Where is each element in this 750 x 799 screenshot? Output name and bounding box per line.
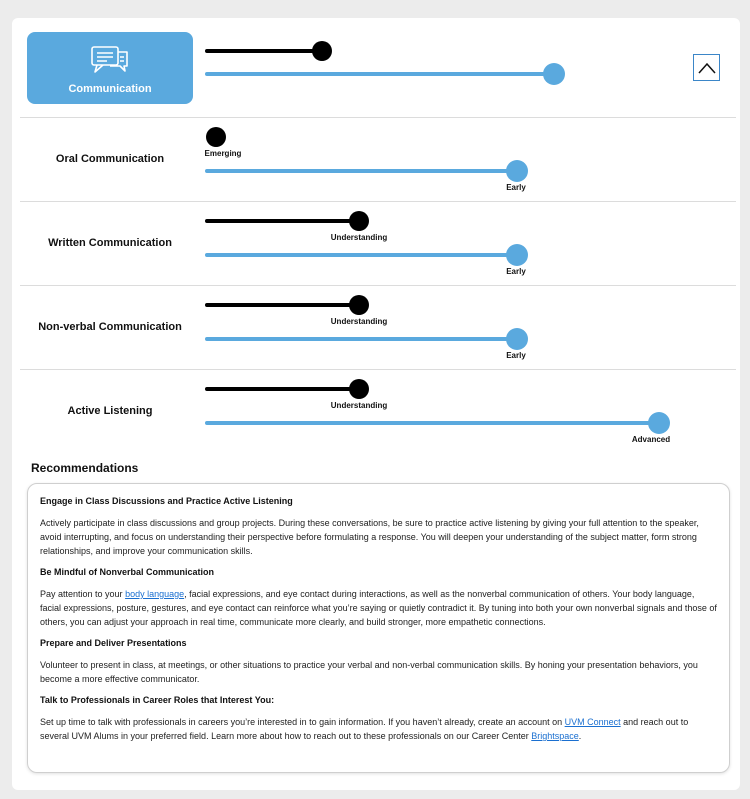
overall-target-track xyxy=(205,72,555,76)
recommendation-heading: Prepare and Deliver Presentations xyxy=(40,638,187,648)
brightspace-link[interactable]: Brightspace xyxy=(531,731,579,741)
written-target-knob[interactable] xyxy=(506,244,528,266)
written-target-label: Early xyxy=(506,267,526,276)
skill-name-active-listening: Active Listening xyxy=(67,405,153,417)
written-target-track xyxy=(205,253,519,257)
oral-self-label: Emerging xyxy=(204,149,242,158)
oral-target-label: Early xyxy=(506,183,526,192)
text-segment: . xyxy=(578,731,582,741)
uvm-connect-link[interactable]: UVM Connect xyxy=(564,717,621,727)
chat-bubbles-icon xyxy=(89,44,131,76)
row-divider xyxy=(20,117,736,118)
overall-self-knob[interactable] xyxy=(312,41,332,61)
written-self-track xyxy=(205,219,355,223)
listening-target-label: Advanced xyxy=(631,435,671,444)
skill-name-written: Written Communication xyxy=(48,237,172,249)
listening-self-label: Understanding xyxy=(330,401,388,410)
recommendation-text xyxy=(40,587,717,629)
recommendations-box xyxy=(27,483,730,773)
collapse-button[interactable] xyxy=(693,54,720,81)
recommendations-title: Recommendations xyxy=(31,461,139,475)
oral-target-track xyxy=(205,169,519,173)
body-language-link[interactable]: body language xyxy=(125,589,185,599)
overall-target-knob[interactable] xyxy=(543,63,565,85)
nonverbal-self-track xyxy=(205,303,355,307)
nonverbal-target-track xyxy=(205,337,519,341)
listening-self-knob[interactable] xyxy=(349,379,369,399)
recommendation-text: Actively participate in class discussions and group projects. During these conversations, be sure to practice active listening by giving your full attention to the speaker, avoid interrupting, and focus on understanding their perspective before formulating a response. You will deepen your understanding of the subject matter, form strong relationships, and improve your communication skills. xyxy=(40,518,699,556)
category-label: Communication xyxy=(68,83,152,95)
text-segment: Set up time to talk with professionals in careers you’re interested in to gain information. If you haven’t already, create an account on xyxy=(40,717,565,727)
text-segment: Pay attention to your xyxy=(40,589,126,599)
recommendation-text xyxy=(40,715,717,743)
written-self-knob[interactable] xyxy=(349,211,369,231)
recommendation-heading: Engage in Class Discussions and Practice Active Listening xyxy=(40,496,293,506)
nonverbal-target-label: Early xyxy=(506,351,526,360)
listening-self-track xyxy=(205,387,355,391)
recommendation-text: Volunteer to present in class, at meetings, or other situations to practice your verbal and non-verbal communication skills. By honing your presentation behaviors, you become a more effective communicator. xyxy=(40,660,698,684)
row-divider xyxy=(20,285,736,286)
skill-name-oral: Oral Communication xyxy=(55,153,165,165)
nonverbal-target-knob[interactable] xyxy=(506,328,528,350)
nonverbal-self-knob[interactable] xyxy=(349,295,369,315)
skill-card xyxy=(12,18,740,790)
text-segment: , facial expressions, and eye contact during interactions, as well as the nonverbal communication of others. Your body language, facial expressions, posture, gestures, and eye contact can reinforce what you’re saying or quietly contradict it. By tuning into both your own nonverbal signals and those of others, you can adjust your approach in real time, communicate more clearly, and build stronger, more empathetic connections. xyxy=(40,589,717,627)
listening-target-track xyxy=(205,421,660,425)
nonverbal-self-label: Understanding xyxy=(330,317,388,326)
row-divider xyxy=(20,201,736,202)
recommendation-heading: Talk to Professionals in Career Roles that Interest You: xyxy=(40,695,275,705)
written-self-label: Understanding xyxy=(330,233,388,242)
overall-self-track xyxy=(205,49,322,53)
recommendation-heading: Be Mindful of Nonverbal Communication xyxy=(40,567,215,577)
chevron-up-icon xyxy=(698,62,716,74)
category-badge xyxy=(27,32,193,104)
text-segment: and reach out to several UVM Alums in your preferred field. Learn more about how to reach out to these professionals on our Career Center xyxy=(40,717,689,741)
row-divider xyxy=(20,369,736,370)
skill-name-nonverbal: Non-verbal Communication xyxy=(38,321,182,333)
oral-self-knob[interactable] xyxy=(206,127,226,147)
listening-target-knob[interactable] xyxy=(648,412,670,434)
oral-target-knob[interactable] xyxy=(506,160,528,182)
